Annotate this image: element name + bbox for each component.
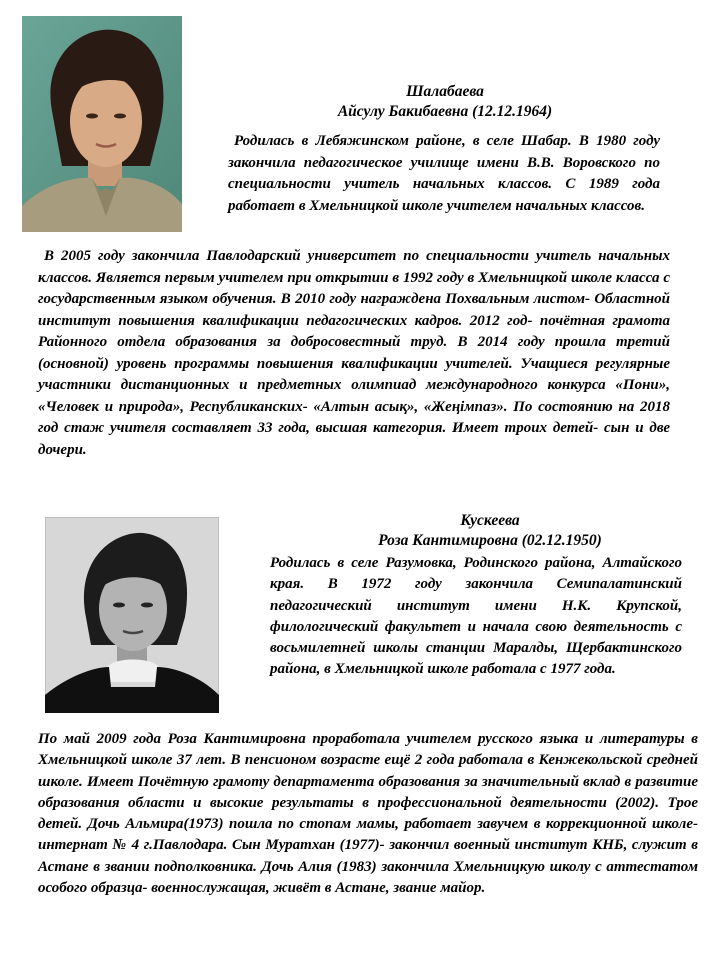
person2-full-name: Роза Кантимировна (02.12.1950): [378, 532, 602, 549]
person2-surname: Кускеева: [460, 512, 520, 529]
portrait-photo-1: [22, 16, 182, 232]
portrait-photo-2: [45, 517, 219, 713]
person1-full-name: Айсулу Бакибаевна (12.12.1964): [337, 103, 553, 120]
person1-biography-paragraph: В 2005 году закончила Павлодарский университет по специальности учитель начальных классов. Является первым учителем при открытии в 1992 году в Хмельницкой школе класса с государственным языком обучения. В 2010 году награждена Похвальным листом- Областной институт повышения квалификации педагогических кадров. 2012 год- почётная грамота Районного отдела образования за добросовестный труд. В 2014 году прошла третий (основной) уровень программы повышения квалификации учителей. Учащиеся регулярные участники дистанционных и предметных олимпиад международного конкурса «Пони», «Человек и природа», Республиканских- «Алтын асық», «Жеңімпаз». По состоянию на 2018 год стаж учителя составляет 33 года, высшая категория. Имеет троих детей- сын и две дочери.: [38, 248, 670, 458]
person2-intro-paragraph: Родилась в селе Разумовка, Родинского района, Алтайского края. В 1972 году закончила Семипалатинский педагогический институт имени Н.К. Крупской, филологический факультет и начала свою деятельность с восьмилетней школы станции Маралды, Щербактинского района, в Хмельницкой школе работала с 1977 года.: [270, 555, 682, 678]
person2-biography-paragraph: По май 2009 года Роза Кантимировна проработала учителем русского языка и литературы в Хмельницкой школе 37 лет. В пенсионом возрасте ещё 2 года работала в Кенжекольской средней школе. Имеет Почётную грамоту департамента образования за значительный вклад в развитие образования области и высокие результаты в профессиональной деятельности (2002). Трое детей. Дочь Альмира(1973) пошла по стопам мамы, работает завучем в коррекционной школе- интернат № 4 г.Павлодара. Сын Муратхан (1977)- закончил военный институт КНБ, служит в Астане в звании подполковника. Дочь Алия (1983) закончила Хмельницкую школу с аттестатом особого образца- военнослужащая, живёт в Астане, звание майор.: [38, 731, 698, 897]
person1-surname: Шалабаева: [406, 83, 484, 100]
person1-intro-paragraph: Родилась в Лебяжинском районе, в селе Шабар. В 1980 году закончила педагогическое училище имени В.В. Воровского по специальности учитель начальных классов. С 1989 года работает в Хмельницкой школе учителем начальных классов.: [228, 133, 660, 214]
